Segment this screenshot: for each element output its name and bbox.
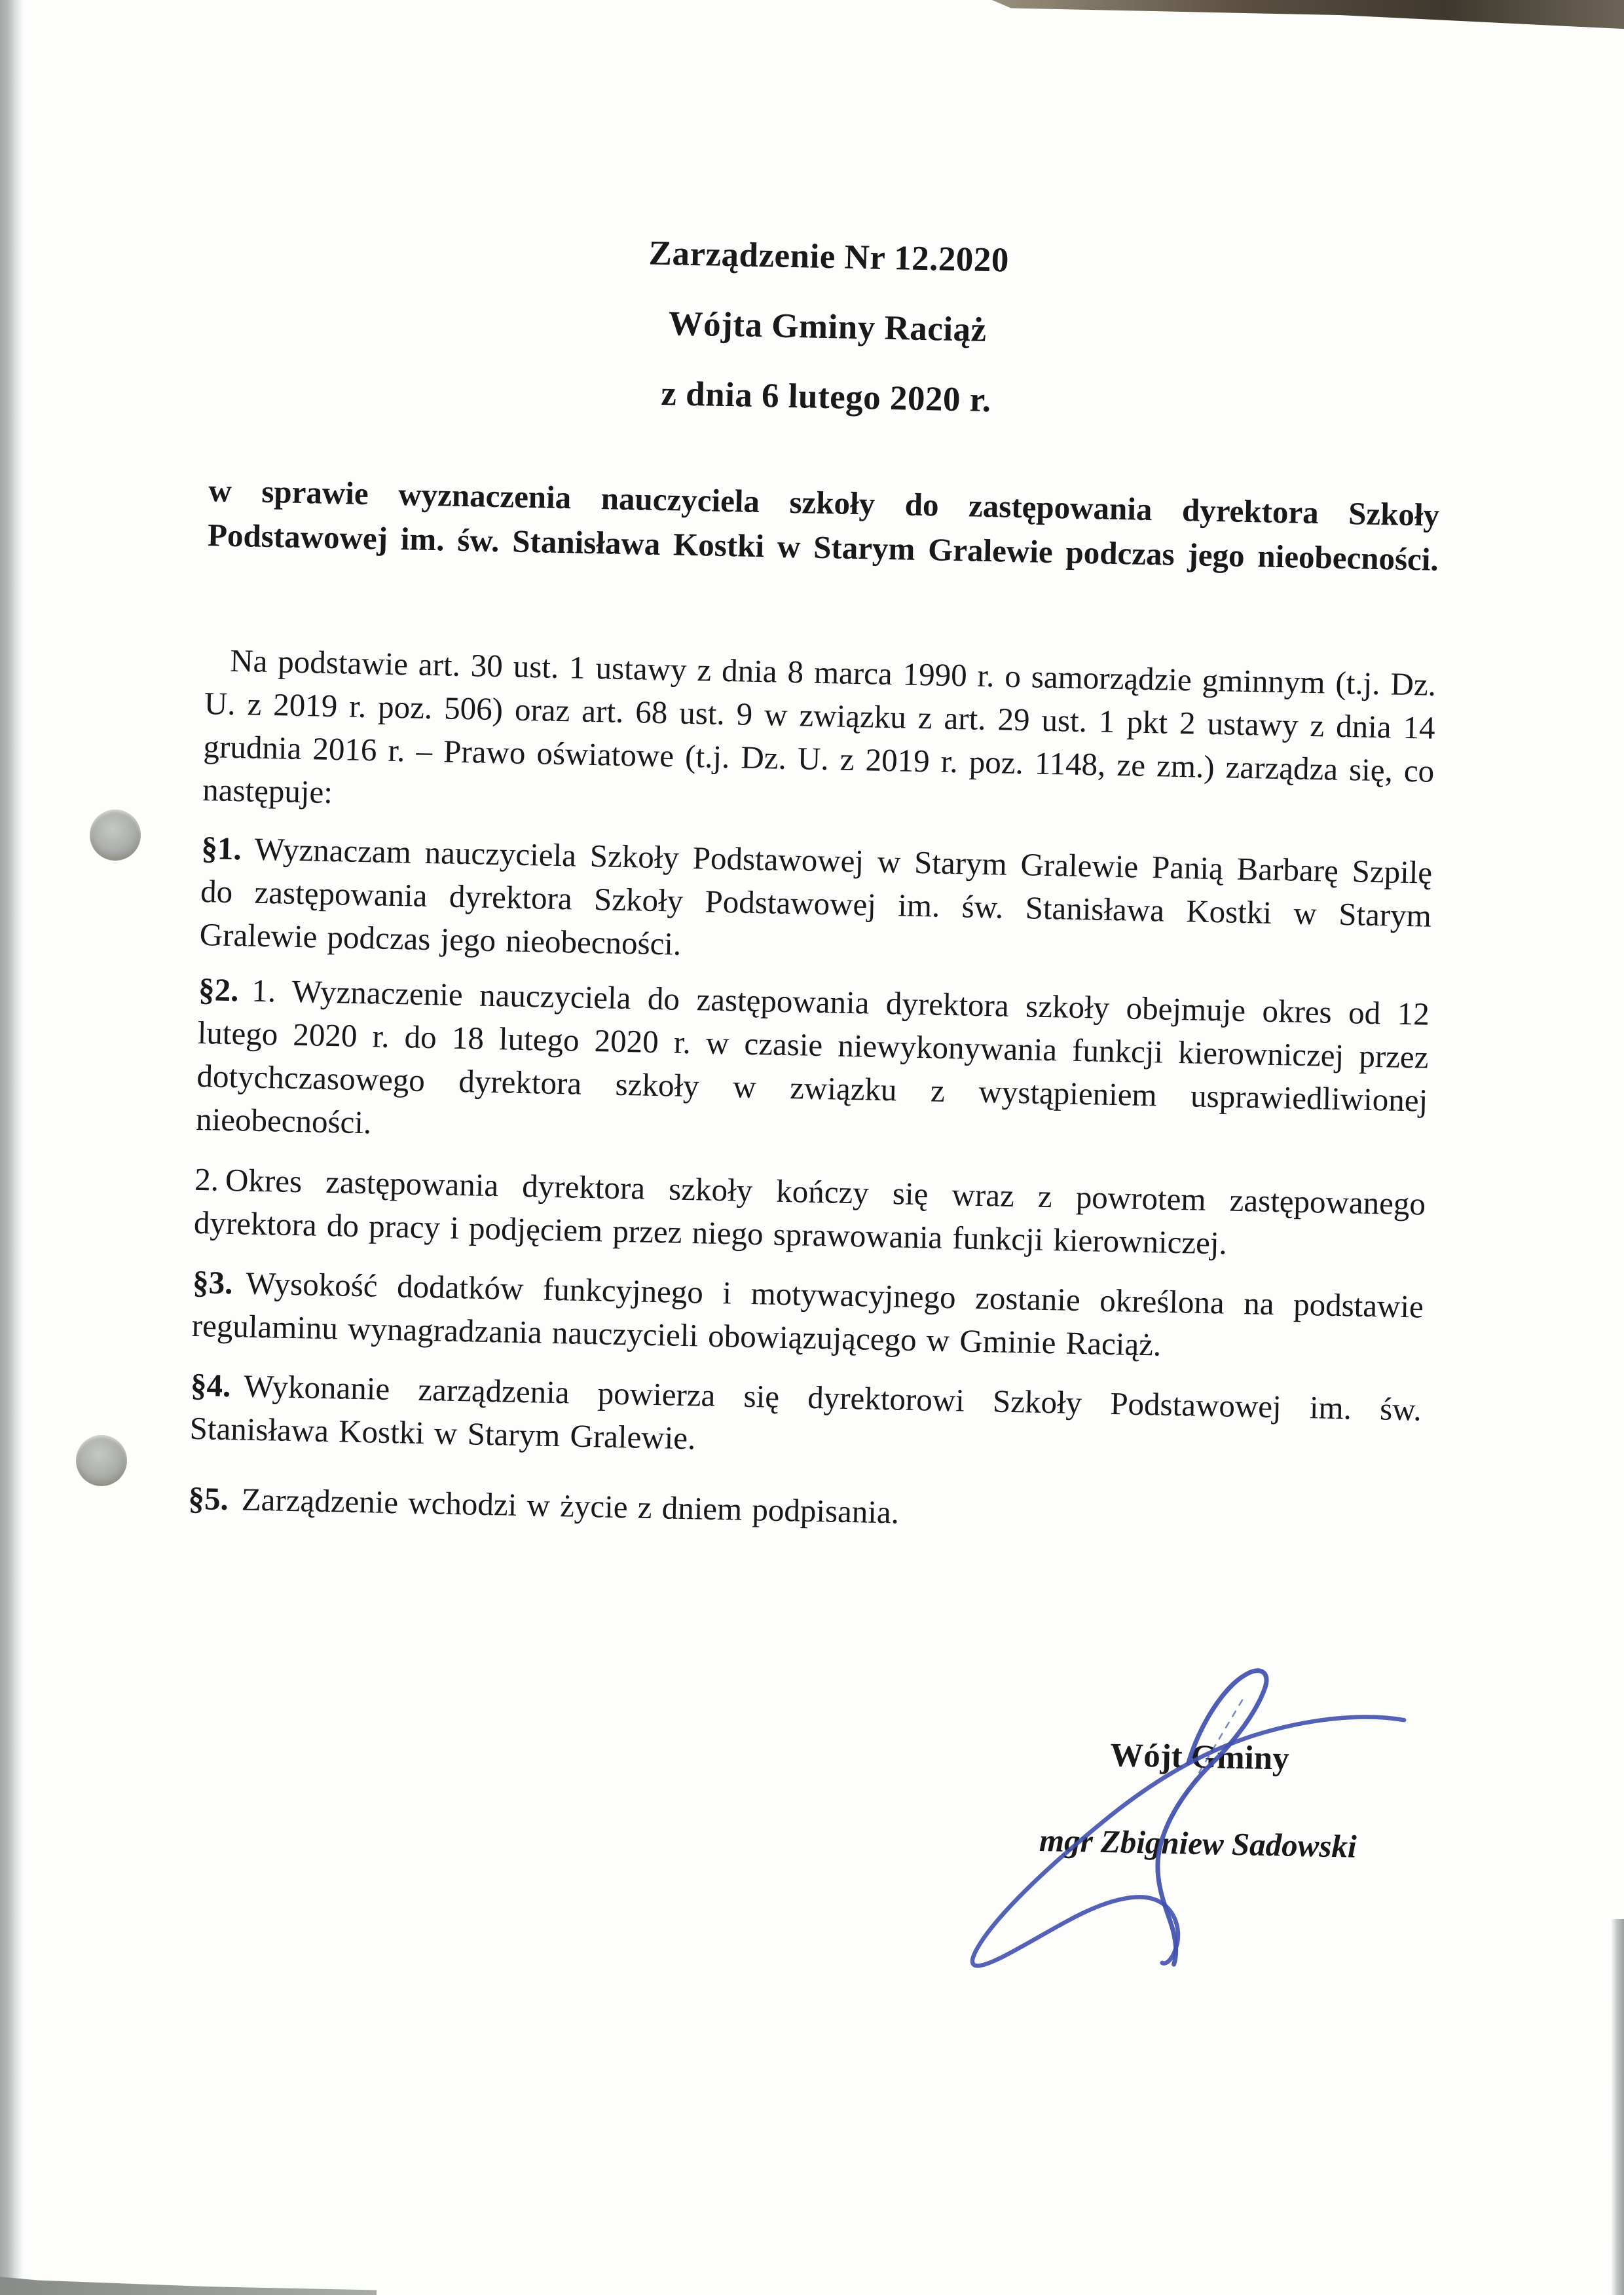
section-marker-3: §3. (192, 1263, 234, 1301)
section-text-1: Wyznaczam nauczyciela Szkoły Podstawowej w Starym Gralewie Panią Barbarę Szpilę do zastępowania dyrektora Szkoły Podstawowej im. św. Stanisława Kostki w Starym Gralewie podczas jego nieobecności. (199, 830, 1433, 962)
section-text-4: Wykonanie zarządzenia powierza się dyrektorowi Szkoły Podstawowej im. św. Stanisława Kostki w Starym Gralewie. (189, 1368, 1422, 1457)
document-content (181, 210, 1445, 1866)
scan-left-edge-shadow (0, 0, 24, 2295)
signature-role: Wójt Gminy (1109, 1737, 1290, 1778)
section-text-5: Zarządzenie wchodzi w życie z dniem podpisania. (241, 1481, 900, 1531)
legal-basis-paragraph: Na podstawie art. 30 ust. 1 ustawy z dnia 8 marca 1990 r. o samorządzie gminnym (t.j. Dz. U. z 2019 r. poz. 506) oraz art. 68 ust. 9 w związku z art. 29 ust. 1 pkt 2 ustawy z dnia 14 grudnia 2016 r. – Prawo oświatowe (t.j. Dz. U. z 2019 r. poz. 1148, ze zm.) zarządza się, co następuje: (202, 642, 1437, 811)
section-paragraph-2-point-2 (193, 1158, 1426, 1269)
section-paragraph-4 (189, 1364, 1422, 1475)
section-marker-1: §1. (200, 830, 242, 867)
hole-punch-bottom (76, 1435, 127, 1486)
section-marker-4: §4. (190, 1366, 231, 1404)
section-text-3: Wysokość dodatków funkcyjnego i motywacyjnego zostanie określona na podstawie regulaminu wynagradzania nauczycieli obowiązującego w Gminie Raciąż. (191, 1265, 1424, 1363)
scan-top-right-shadow (992, 0, 1624, 31)
scan-bottom-right-shadow (1611, 1919, 1624, 2295)
document-subject: w sprawie wyznaczenia nauczyciela szkoły do zastępowania dyrektora Szkoły Podstawowej im. św. Stanisława Kostki w Starym Gralewie podczas jego nieobecności. (207, 472, 1440, 578)
section-text-2: 1. Wyznaczenie nauczyciela do zastępowania dyrektora szkoły obejmuje okres od 12 lutego 2020 r. do 18 lutego 2020 r. w czasie niewykonywania funkcji kierowniczej przez dotychczasowego dyrektora szkoły w związku z wystąpieniem usprawiedliwionej nieobecności. (195, 972, 1430, 1141)
signature-name: mgr Zbigniew Sadowski (1039, 1822, 1357, 1865)
section-paragraph-1 (199, 827, 1433, 981)
document-title-block (210, 210, 1445, 445)
document-title-number: Zarządzenie Nr 12.2020 (648, 234, 1010, 280)
signature-block (1027, 1736, 1371, 1865)
document-title-date: z dnia 6 lutego 2020 r. (660, 374, 992, 420)
hole-punch-top (90, 810, 141, 861)
scan-bottom-left-shadow (0, 2273, 377, 2295)
section-paragraph-2 (196, 968, 1430, 1166)
section-paragraph-3 (191, 1261, 1424, 1372)
section-marker-2-point-2: 2. (194, 1161, 219, 1198)
section-marker-2: §2. (198, 971, 239, 1009)
section-marker-5: §5. (188, 1480, 229, 1518)
section-text-2-point-2: Okres zastępowania dyrektora szkoły kończy się wraz z powrotem zastępowanego dyrektora do pracy i podjęciem przez niego sprawowania funkcji kierowniczej. (193, 1161, 1426, 1261)
document-title-issuer: Wójta Gminy Raciąż (668, 305, 987, 349)
section-paragraph-5 (188, 1477, 1420, 1545)
